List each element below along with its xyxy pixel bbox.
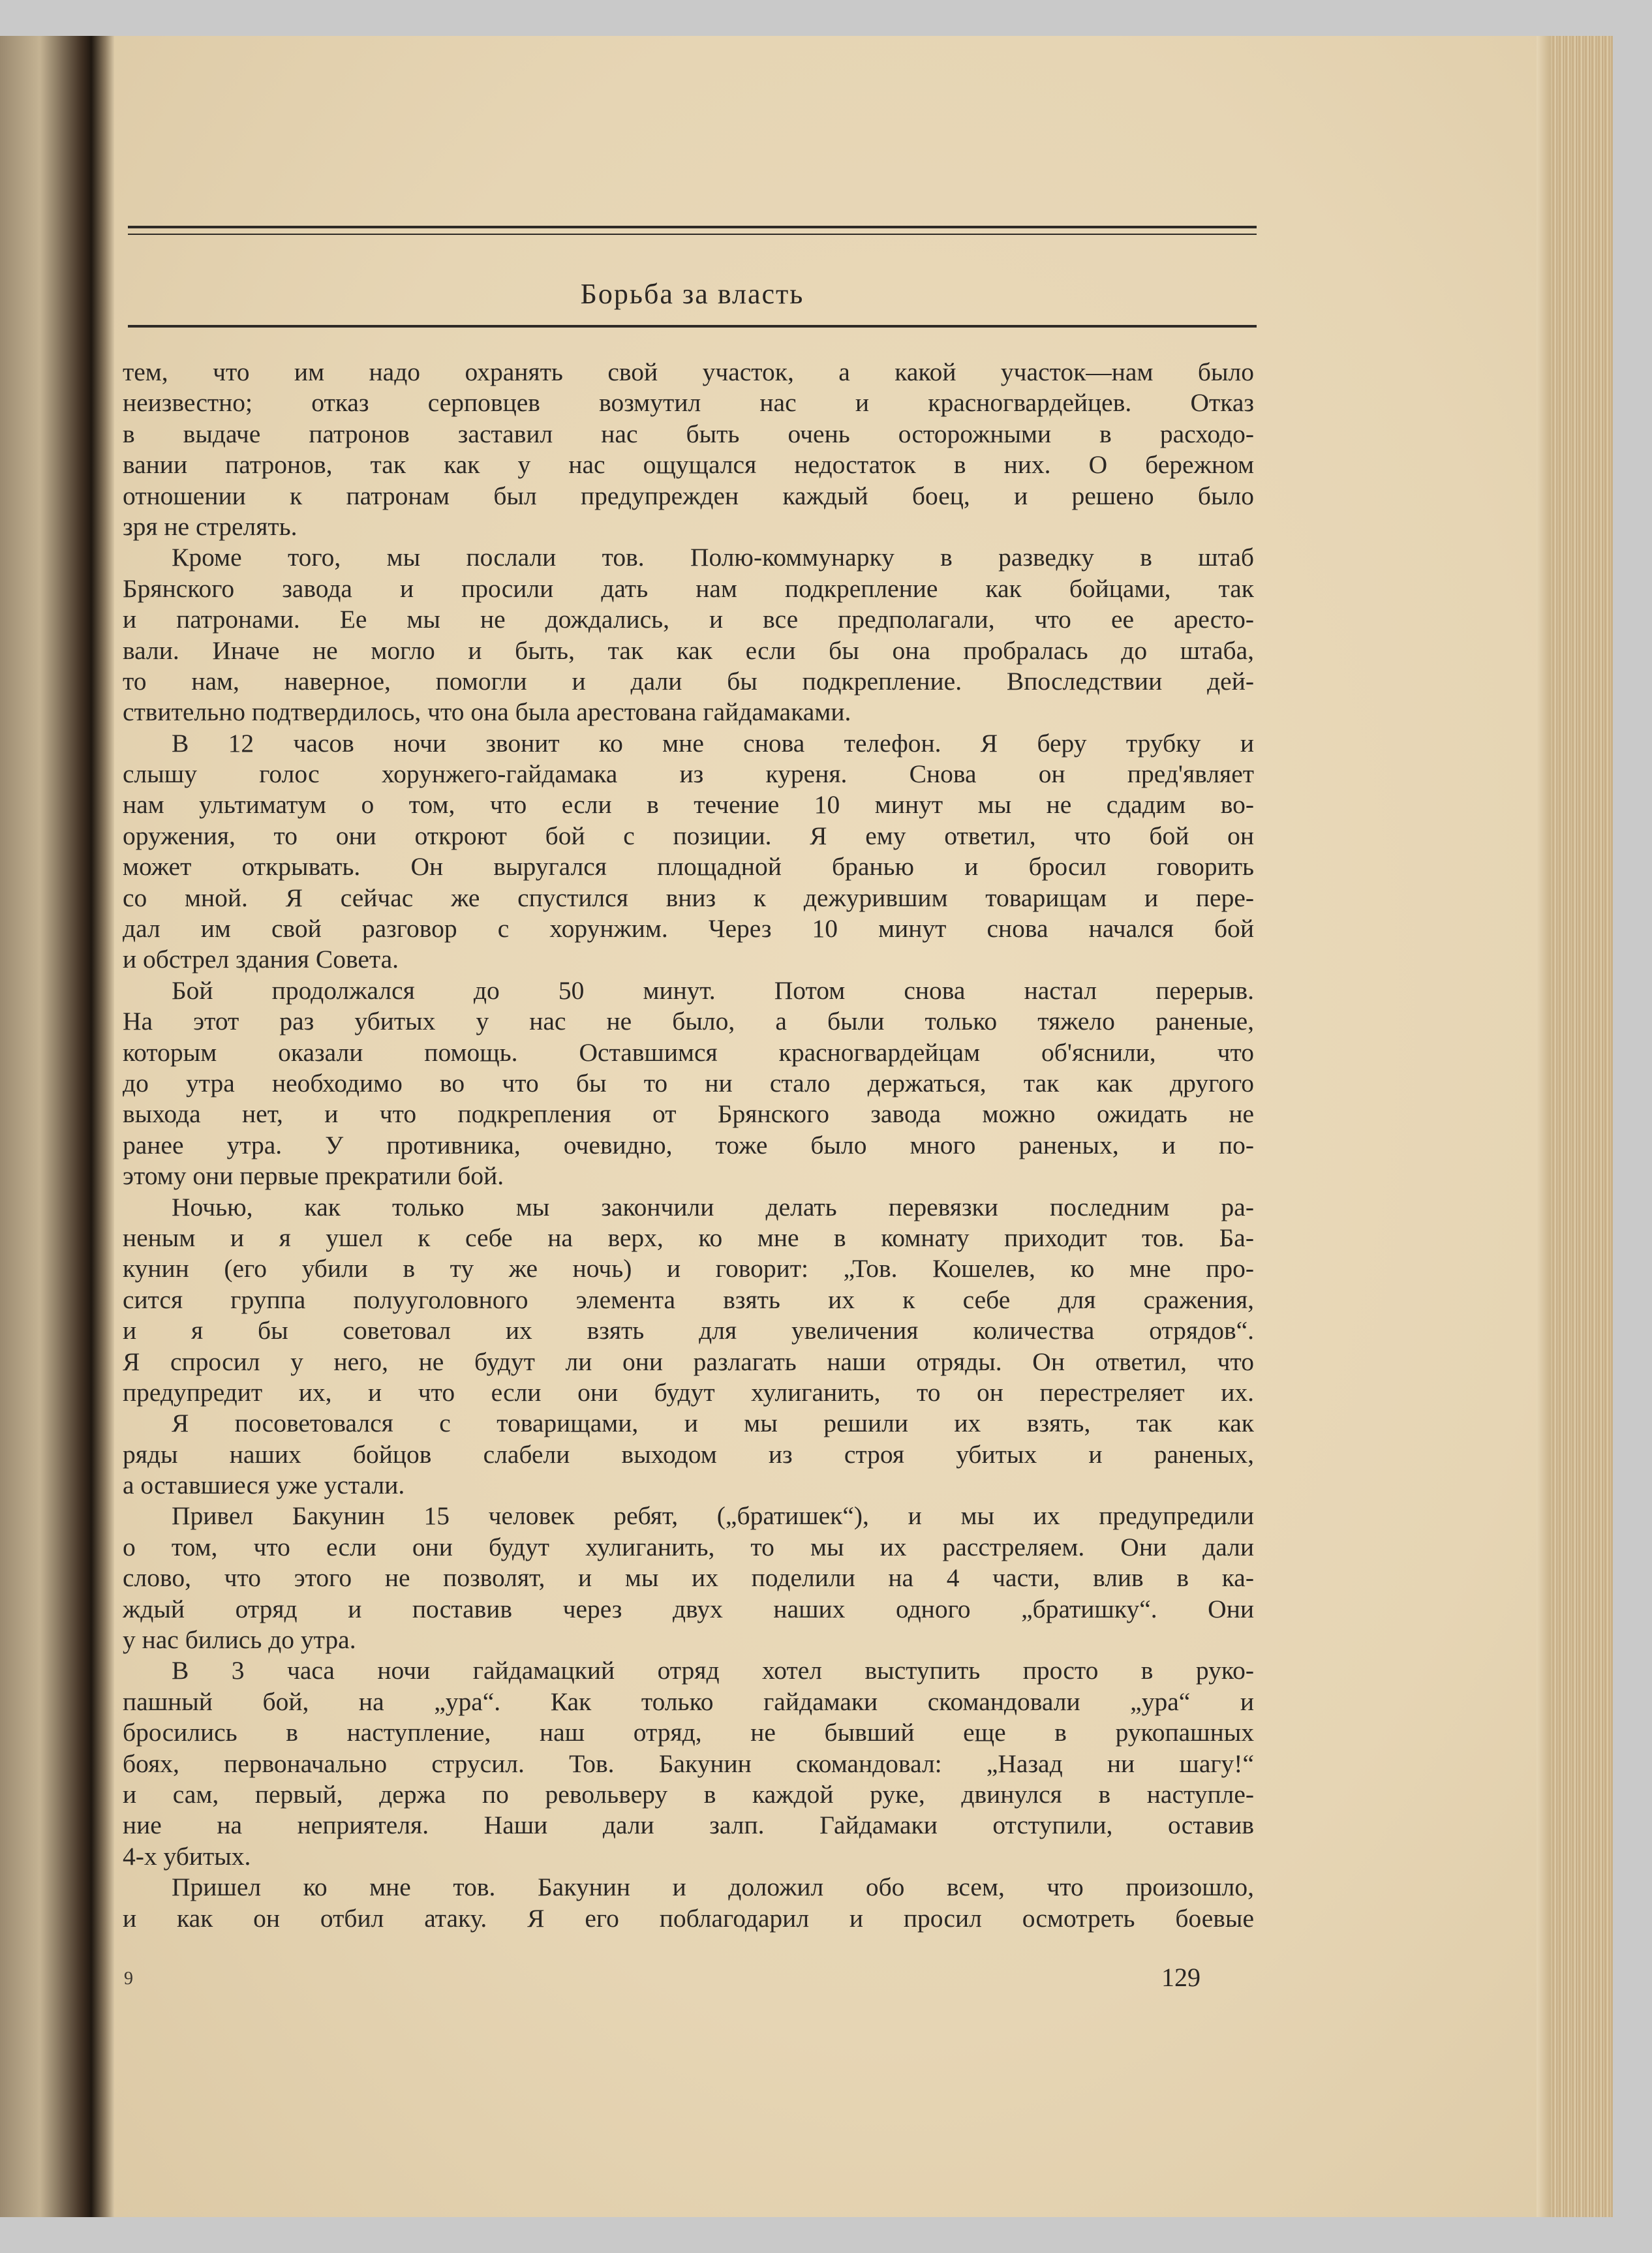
book-binding-gutter xyxy=(0,36,114,2217)
text-line: этому они первые прекратили бой. xyxy=(123,1161,504,1191)
text-line: может открывать. Он выругался площадной бранью и бросил говорить xyxy=(123,852,1254,881)
text-line: неизвестно; отказ серповцев возмутил нас и красногвардейцев. Отказ xyxy=(123,388,1254,418)
text-line: а оставшиеся уже устали. xyxy=(123,1471,405,1500)
text-line: Я посоветовался с товарищами, и мы решили их взять, так как xyxy=(172,1409,1254,1438)
text-line: и как он отбил атаку. Я его поблагодарил и просил осмотреть боевые xyxy=(123,1903,1254,1933)
text-line: На этот раз убитых у нас не было, а были только тяжело раненые, xyxy=(123,1007,1254,1036)
page-stack-edge xyxy=(1551,36,1613,2217)
text-line: слово, что этого не позволят, и мы их поделили на 4 части, влив в ка- xyxy=(123,1563,1254,1593)
text-line: ждый отряд и поставив через двух наших одного „братишку“. Они xyxy=(123,1594,1254,1623)
text-line: ствительно подтвердилось, что она была арестована гайдамаками. xyxy=(123,697,851,727)
text-line: в выдаче патронов заставил нас быть очень осторожными в расходо- xyxy=(123,419,1254,448)
text-line: Брянского завода и просили дать нам подкрепление как бойцами, так xyxy=(123,574,1254,603)
text-line: и я бы советовал их взять для увеличения количества отрядов“. xyxy=(123,1316,1254,1345)
page-number: 129 xyxy=(1161,1963,1201,1992)
page-edge-shadow xyxy=(1537,36,1551,2217)
text-line: слышу голос хорунжего-гайдамака из куреня. Снова он пред'являет xyxy=(123,759,1254,789)
text-line: тем, что им надо охранять свой участок, а какой участок—нам было xyxy=(123,358,1254,386)
text-line: и сам, первый, держа по револьверу в каждой руке, двинулся в наступле- xyxy=(123,1779,1254,1809)
text-line: до утра необходимо во что бы то ни стало держаться, так как другого xyxy=(123,1068,1254,1097)
text-line: и обстрел здания Совета. xyxy=(123,945,399,974)
text-line: выхода нет, и что подкрепления от Брянского завода можно ожидать не xyxy=(123,1099,1254,1129)
text-line: Кроме того, мы послали тов. Полю-коммунарку в разведку в штаб xyxy=(172,543,1254,572)
text-line: дал им свой разговор с хорунжим. Через 10 минут снова начался бой xyxy=(123,914,1254,943)
text-line: кунин (его убили в ту же ночь) и говорит: „Тов. Кошелев, ко мне про- xyxy=(123,1254,1254,1283)
text-line: В 3 часа ночи гайдамацкий отряд хотел выступить просто в руко- xyxy=(172,1656,1254,1685)
text-line: Я спросил у него, не будут ли они разлагать наши отряды. Он ответил, что xyxy=(123,1347,1254,1376)
text-line: бросились в наступление, наш отряд, не бывший еще в рукопашных xyxy=(123,1718,1254,1747)
header-rule-top xyxy=(128,226,1257,228)
text-line: ряды наших бойцов слабели выходом из строя убитых и раненых, xyxy=(123,1439,1254,1469)
text-line: вали. Иначе не могло и быть, так как если бы она пробралась до штаба, xyxy=(123,636,1254,665)
text-line: то нам, наверное, помогли и дали бы подкрепление. Впоследствии дей- xyxy=(123,666,1254,696)
body-text xyxy=(123,357,1254,1934)
text-line: В 12 часов ночи звонит ко мне снова телефон. Я беру трубку и xyxy=(172,728,1254,758)
text-line: пашный бой, на „ура“. Как только гайдамаки скомандовали „ура“ и xyxy=(123,1687,1254,1716)
text-line: ранее утра. У противника, очевидно, тоже было много раненых, и по- xyxy=(123,1130,1254,1159)
text-line: у нас бились до утра. xyxy=(123,1625,356,1655)
header-rule-bottom xyxy=(128,325,1257,328)
text-line: и патронами. Ее мы не дождались, и все предполагали, что ее аресто- xyxy=(123,605,1254,634)
text-line: сится группа полууголовного элемента взять их к себе для сражения, xyxy=(123,1285,1254,1314)
text-line: Ночью, как только мы закончили делать перевязки последним ра- xyxy=(172,1192,1254,1221)
book-scan xyxy=(0,36,1613,2217)
text-line: Бой продолжался до 50 минут. Потом снова настал перерыв. xyxy=(172,975,1254,1005)
running-head: Борьба за власть xyxy=(580,278,804,310)
text-line: которым оказали помощь. Оставшимся красногвардейцам об'яснили, что xyxy=(123,1037,1254,1067)
header-rule-top-thin xyxy=(128,234,1257,235)
text-line: неным и я ушел к себе на верх, ко мне в комнату приходит тов. Ба- xyxy=(123,1223,1254,1252)
text-line: со мной. Я сейчас же спустился вниз к дежурившим товарищам и пере- xyxy=(123,883,1254,912)
text-line: оружения, то они откроют бой с позиции. Я ему ответил, что бой он xyxy=(123,821,1254,850)
text-line: ние на неприятеля. Наши дали залп. Гайдамаки отступили, оставив xyxy=(123,1811,1254,1840)
text-line: о том, что если они будут хулиганить, то мы их расстреляем. Они дали xyxy=(123,1532,1254,1561)
signature-mark: 9 xyxy=(124,1969,133,1989)
text-line: вании патронов, так как у нас ощущался недостаток в них. О бережном xyxy=(123,450,1254,480)
text-line: отношении к патронам был предупрежден каждый боец, и решено было xyxy=(123,481,1254,510)
text-line: предупредит их, и что если они будут хулиганить, то он перестреляет их. xyxy=(123,1377,1254,1407)
text-line: Привел Бакунин 15 человек ребят, („братишек“), и мы их предупредили xyxy=(172,1501,1254,1531)
text-line: 4-х убитых. xyxy=(123,1841,251,1871)
text-line: Пришел ко мне тов. Бакунин и доложил обо всем, что произошло, xyxy=(172,1873,1254,1902)
text-line: зря не стрелять. xyxy=(123,512,298,541)
text-line: боях, первоначально струсил. Тов. Бакунин скомандовал: „Назад ни шагу!“ xyxy=(123,1749,1254,1778)
text-line: нам ультиматум о том, что если в течение 10 минут мы не сдадим во- xyxy=(123,790,1254,820)
